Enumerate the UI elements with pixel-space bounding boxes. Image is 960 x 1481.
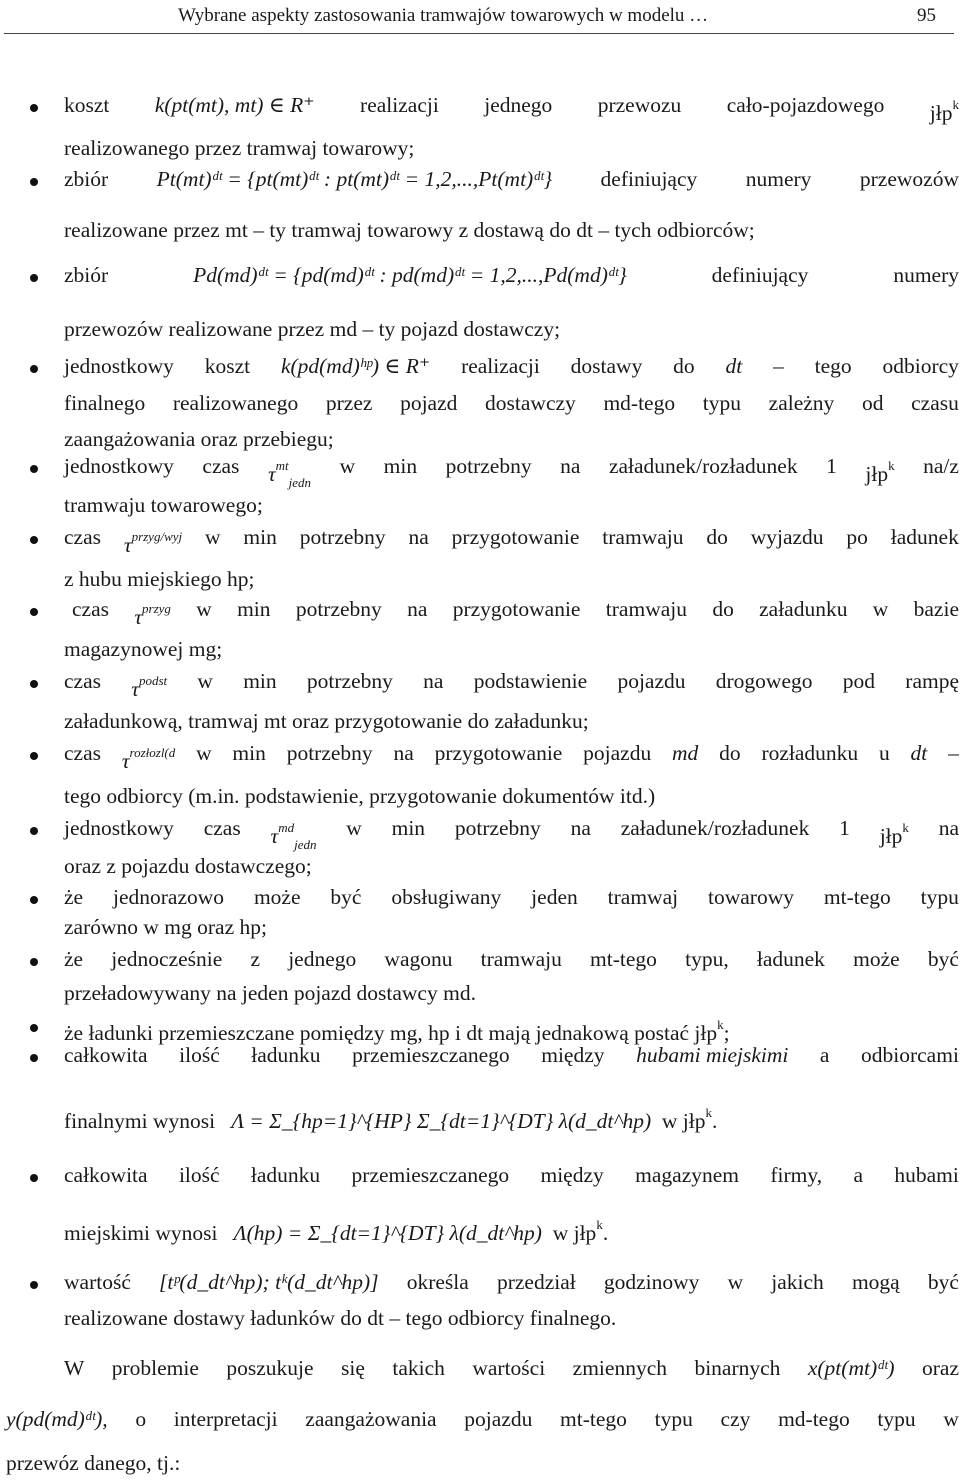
formula: Λ = Σ_{hp=1}^{HP} Σ_{dt=1}^{DT} λ(d_dt^hp) <box>231 1109 652 1133</box>
formula: $\tau^{mt}_{jedn}$ <box>267 458 312 490</box>
formula: k(pd(md)ʰᵖ) ∈ R⁺ <box>280 354 431 378</box>
formula: y(pd(md)ᵈᵗ), <box>6 1407 108 1431</box>
formula: $\tau^{md}_{jedn}$ <box>270 820 317 852</box>
bullet-icon <box>30 1024 38 1032</box>
formula: $\tau^{przyg/wyj}$ <box>123 529 183 557</box>
bullet-icon <box>30 178 38 186</box>
bullet-icon <box>30 536 38 544</box>
bullet-icon <box>30 104 38 112</box>
running-header <box>0 0 960 40</box>
page-number: 95 <box>917 5 936 26</box>
formula: $\tau^{przyg}$ <box>134 601 171 629</box>
formula: [tᵖ(d_dt^hp); tᵏ(d_dt^hp)] <box>159 1270 379 1294</box>
formula: x(pt(mt)ᵈᵗ) <box>807 1356 895 1380</box>
formula: $\tau^{podst}$ <box>131 673 168 701</box>
bullet-icon <box>30 752 38 760</box>
running-title: Wybrane aspekty zastosowania tramwajów towarowych w modelu … <box>178 5 709 26</box>
formula: Λ(hp) = Σ_{dt=1}^{DT} λ(d_dt^hp) <box>233 1221 542 1245</box>
formula: Pd(md)ᵈᵗ = {pd(md)ᵈᵗ : pd(md)ᵈᵗ = 1,2,...,Pd(md)ᵈᵗ} <box>193 263 627 287</box>
bullet-icon <box>30 680 38 688</box>
bullet-icon <box>30 1174 38 1182</box>
bullet-icon <box>30 274 38 282</box>
bullet-icon <box>30 827 38 835</box>
bullet-icon <box>30 1281 38 1289</box>
bullet-icon <box>30 896 38 904</box>
bullet-icon <box>30 465 38 473</box>
bullet-icon <box>30 608 38 616</box>
bullet-icon <box>30 958 38 966</box>
formula: k(pt(mt), mt) ∈ R⁺ <box>154 93 315 117</box>
header-rule <box>4 33 954 34</box>
bullet-icon <box>30 1054 38 1062</box>
formula: $\tau^{rozłozl(d}$ <box>121 745 176 773</box>
formula: Pt(mt)ᵈᵗ = {pt(mt)ᵈᵗ : pt(mt)ᵈᵗ = 1,2,...,Pt(mt)ᵈᵗ} <box>156 167 553 191</box>
bullet-icon <box>30 365 38 373</box>
